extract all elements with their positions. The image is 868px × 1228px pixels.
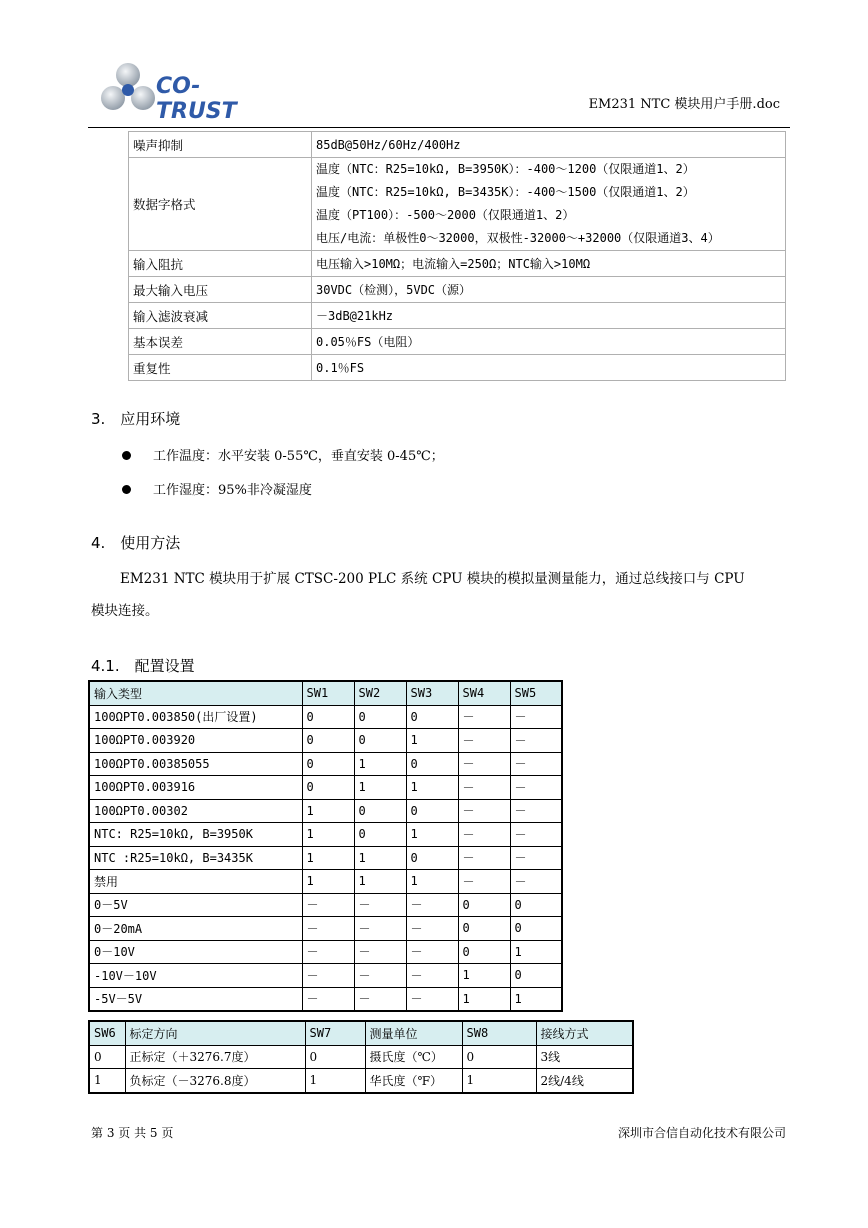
config-cell: 1 [302,870,354,894]
bullet-text: 工作温度：水平安装 0-55℃，垂直安装 0-45℃； [153,449,444,464]
section-4-1-heading: 4.1. 配置设置 [91,657,195,675]
section-3-heading: 3. 应用环境 [91,410,181,428]
table-row [89,964,562,988]
config-cell: 0 [458,940,510,964]
spec-value [312,277,786,303]
page-number: 第 3 页 共 5 页 [91,1126,174,1140]
config-cell: － [510,705,562,729]
config-cell: － [510,776,562,800]
switch-cell: 负标定（－3276.8度） [125,1069,305,1093]
spec-value-line: 85dB@50Hz/60Hz/400Hz [316,137,461,152]
config-cell: － [510,752,562,776]
switch-cell: 1 [89,1069,125,1093]
config-cell: 100ΩPT0.00302 [89,799,302,823]
config-cell: － [510,846,562,870]
spec-row [129,158,786,251]
logo-text: CO-TRUST [156,74,237,124]
config-cell: 0 [510,964,562,988]
switch-header-cell: SW8 [462,1021,536,1045]
config-cell: 1 [510,940,562,964]
config-cell: 0 [302,776,354,800]
switch-cell: 正标定（＋3276.7度） [125,1045,305,1069]
spec-value-line: －3dB@21kHz [316,309,394,323]
table-row [89,729,562,753]
config-header-cell: SW4 [458,681,510,705]
config-cell: -5V－5V [89,987,302,1011]
config-cell: 0－20mA [89,917,302,941]
switch-cell: 华氏度（℉） [365,1069,462,1093]
switch-header-row [89,1021,633,1045]
table-row [89,917,562,941]
config-cell: 1 [458,987,510,1011]
config-cell: 0－5V [89,893,302,917]
spec-value-line: 温度（NTC：R25=10kΩ, B=3950K）：-400～1200（仅限通道1、2） [316,162,695,176]
config-cell: 1 [354,776,406,800]
config-cell: － [458,823,510,847]
config-cell: － [458,870,510,894]
config-cell: 0 [406,752,458,776]
config-cell: 0 [302,752,354,776]
config-cell: 0 [510,893,562,917]
config-cell: 1 [302,799,354,823]
config-cell: -10V－10V [89,964,302,988]
config-cell: － [354,893,406,917]
switch-header-cell: 标定方向 [125,1021,305,1045]
config-header-cell: 输入类型 [89,681,302,705]
paragraph-line-2: 模块连接。 [91,603,159,619]
spec-value-line: 电压/电流：单极性0～32000，双极性-32000～+32000（仅限通道3、4） [316,231,720,245]
config-cell: 0 [406,846,458,870]
config-cell: 1 [354,846,406,870]
table-row [89,752,562,776]
config-cell: － [302,987,354,1011]
config-cell: 0 [354,705,406,729]
switch-cell: 0 [462,1045,536,1069]
config-cell: 0 [302,705,354,729]
spec-label: 基本误差 [129,329,312,355]
config-cell: － [302,893,354,917]
section-4-heading: 4. 使用方法 [91,534,181,552]
table-row [89,893,562,917]
config-cell: － [406,940,458,964]
paragraph-line-1: EM231 NTC 模块用于扩展 CTSC-200 PLC 系统 CPU 模块的模拟量测量能力，通过总线接口与 CPU [120,571,745,587]
spec-label: 噪声抑制 [129,132,312,158]
spec-row [129,277,786,303]
config-cell: 1 [302,846,354,870]
config-cell: 100ΩPT0.003920 [89,729,302,753]
config-header-cell: SW3 [406,681,458,705]
config-cell: － [458,705,510,729]
config-cell: － [354,987,406,1011]
spec-value [312,132,786,158]
switch-header-cell: 接线方式 [536,1021,633,1045]
switch-cell: 0 [89,1045,125,1069]
bullet-text: 工作湿度：95%非冷凝湿度 [153,483,312,498]
bullet-item [153,479,312,498]
spec-value-line: 温度（PT100）：-500～2000（仅限通道1、2） [316,208,575,222]
switch-cell: 2线/4线 [536,1069,633,1093]
trefoil-logo-icon [98,60,158,116]
config-cell: － [458,729,510,753]
switch-cell: 1 [305,1069,365,1093]
config-cell: 1 [302,823,354,847]
company-name: 深圳市合信自动化技术有限公司 [617,1126,786,1140]
config-cell: 1 [354,870,406,894]
spec-label: 重复性 [129,355,312,381]
spec-value [312,329,786,355]
switch-header-cell: SW6 [89,1021,125,1045]
config-cell: － [302,964,354,988]
switch-table [88,1020,634,1094]
config-cell: 0 [406,705,458,729]
spec-row [129,329,786,355]
config-cell: － [302,940,354,964]
header-divider [88,127,790,128]
table-row [89,987,562,1011]
config-cell: 1 [458,964,510,988]
table-row [89,846,562,870]
config-cell: 0 [458,893,510,917]
config-cell: 1 [406,729,458,753]
spec-label: 最大输入电压 [129,277,312,303]
spec-value-line: 温度（NTC：R25=10kΩ, B=3435K）：-400～1500（仅限通道1、2） [316,185,695,199]
config-cell: NTC: R25=10kΩ, B=3950K [89,823,302,847]
config-cell: NTC :R25=10kΩ, B=3435K [89,846,302,870]
config-cell: 0－10V [89,940,302,964]
config-cell: 100ΩPT0.003916 [89,776,302,800]
spec-value-line: 30VDC（检测），5VDC（源） [316,283,472,297]
config-cell: － [406,987,458,1011]
switch-cell: 0 [305,1045,365,1069]
config-cell: 100ΩPT0.00385055 [89,752,302,776]
config-cell: 0 [354,799,406,823]
table-row [89,776,562,800]
spec-value [312,251,786,277]
config-cell: － [406,917,458,941]
config-cell: － [354,917,406,941]
table-row [89,823,562,847]
config-cell: － [458,799,510,823]
config-cell: 0 [406,799,458,823]
config-cell: 100ΩPT0.003850(出厂设置) [89,705,302,729]
config-cell: － [458,846,510,870]
spec-value-line: 0.1％FS [316,361,365,375]
config-cell: － [510,799,562,823]
config-cell: － [458,776,510,800]
switch-cell: 摄氏度（℃） [365,1045,462,1069]
table-row [89,1069,633,1093]
config-cell: 0 [354,823,406,847]
spec-value-line: 电压输入>10MΩ；电流输入=250Ω；NTC输入>10MΩ [316,257,591,271]
bullet-dot-icon [122,451,131,460]
config-header-row [89,681,562,705]
config-cell: 0 [302,729,354,753]
config-header-cell: SW1 [302,681,354,705]
bullet-dot-icon [122,485,131,494]
switch-header-cell: 测量单位 [365,1021,462,1045]
config-cell: － [406,964,458,988]
config-cell: － [354,964,406,988]
config-cell: 1 [406,823,458,847]
spec-value [312,158,786,251]
spec-row [129,355,786,381]
config-cell: － [510,729,562,753]
table-row [89,799,562,823]
spec-table [128,131,786,381]
spec-label: 输入阻抗 [129,251,312,277]
table-row [89,870,562,894]
config-table [88,680,563,1012]
spec-row [129,251,786,277]
config-cell: 0 [354,729,406,753]
config-cell: － [458,752,510,776]
config-header-cell: SW2 [354,681,406,705]
company-logo [98,60,273,124]
table-row [89,940,562,964]
spec-value-line: 0.05％FS（电阻） [316,335,420,349]
spec-value [312,355,786,381]
table-row [89,705,562,729]
config-cell: 1 [406,870,458,894]
config-cell: 0 [510,917,562,941]
config-cell: － [302,917,354,941]
spec-value [312,303,786,329]
spec-label: 输入滤波衰减 [129,303,312,329]
config-cell: － [510,823,562,847]
switch-cell: 3线 [536,1045,633,1069]
config-header-cell: SW5 [510,681,562,705]
spec-label: 数据字格式 [129,158,312,251]
switch-header-cell: SW7 [305,1021,365,1045]
config-cell: － [406,893,458,917]
document-title: EM231 NTC 模块用户手册.doc [588,97,780,112]
spec-row [129,303,786,329]
config-cell: 1 [510,987,562,1011]
switch-cell: 1 [462,1069,536,1093]
config-cell: 1 [406,776,458,800]
config-cell: 1 [354,752,406,776]
bullet-item [153,445,444,464]
config-cell: － [354,940,406,964]
config-cell: 禁用 [89,870,302,894]
table-row [89,1045,633,1069]
config-cell: 0 [458,917,510,941]
spec-row [129,132,786,158]
config-cell: － [510,870,562,894]
